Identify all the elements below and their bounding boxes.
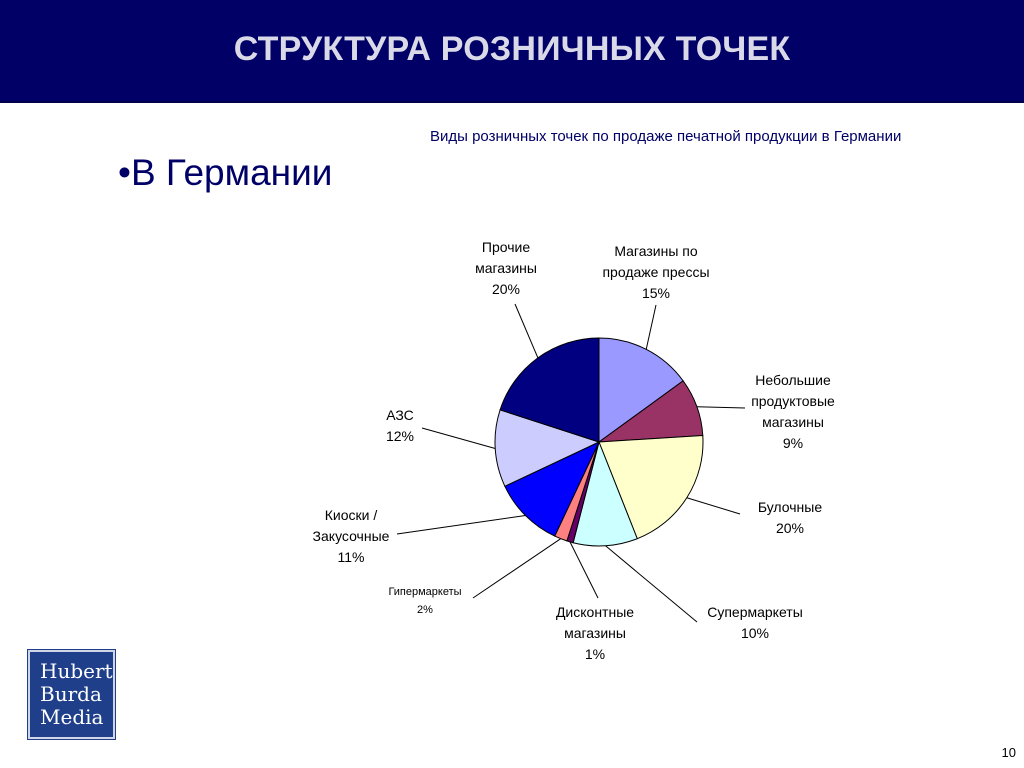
logo-line-1: Hubert: [40, 659, 113, 683]
logo-line-2: Burda: [40, 682, 102, 706]
slice-label-4: Супермаркеты: [707, 604, 803, 620]
slice-label-7: Закусочные: [312, 528, 390, 544]
logo-line-3: Media: [40, 705, 104, 729]
slice-label-6: Гипермаркеты: [388, 586, 462, 598]
slice-value-label-1: 15%: [641, 285, 671, 301]
leader-line-2: [697, 407, 745, 408]
page-number: 10: [1001, 745, 1016, 760]
slice-label-8: АЗС: [386, 407, 414, 423]
slice-value-label-7: 11%: [337, 549, 365, 565]
slice-label-2: Небольшие: [755, 372, 831, 388]
leader-line-3: [687, 498, 740, 514]
slice-value-label-5: 1%: [584, 646, 606, 662]
slice-label-5: Дисконтные: [555, 604, 635, 620]
slice-label-9: Прочие: [481, 239, 531, 255]
slide-title: СТРУКТУРА РОЗНИЧНЫХ ТОЧЕК: [233, 30, 791, 68]
slice-label-3: Булочные: [757, 499, 823, 515]
slice-label-1: Магазины по: [614, 243, 698, 259]
slice-label-9: магазины: [475, 260, 537, 276]
chart-title: Виды розничных точек по продаже печатной продукции в Германии: [430, 128, 902, 145]
leader-line-5: [570, 542, 598, 598]
bullet-text: •В Германии: [118, 152, 333, 193]
leader-line-6: [473, 539, 561, 598]
leader-line-8: [422, 428, 495, 449]
leader-line-9: [515, 304, 538, 358]
slice-label-2: магазины: [762, 414, 824, 430]
slice-value-label-4: 10%: [740, 625, 770, 641]
hubert-burda-media-logo: [28, 650, 115, 739]
slice-value-label-3: 20%: [775, 520, 805, 536]
slice-value-label-9: 20%: [491, 281, 521, 297]
slice-value-label-6: 2%: [417, 604, 433, 616]
slice-label-5: магазины: [564, 625, 626, 641]
slice-value-label-8: 12%: [385, 428, 415, 444]
slice-label-7: Киоски /: [324, 507, 378, 523]
leader-line-7: [397, 516, 525, 534]
slice-label-1: продаже прессы: [602, 264, 710, 280]
slice-value-label-2: 9%: [782, 435, 804, 451]
slice-label-2: продуктовые: [751, 393, 835, 409]
leader-line-1: [646, 305, 656, 349]
